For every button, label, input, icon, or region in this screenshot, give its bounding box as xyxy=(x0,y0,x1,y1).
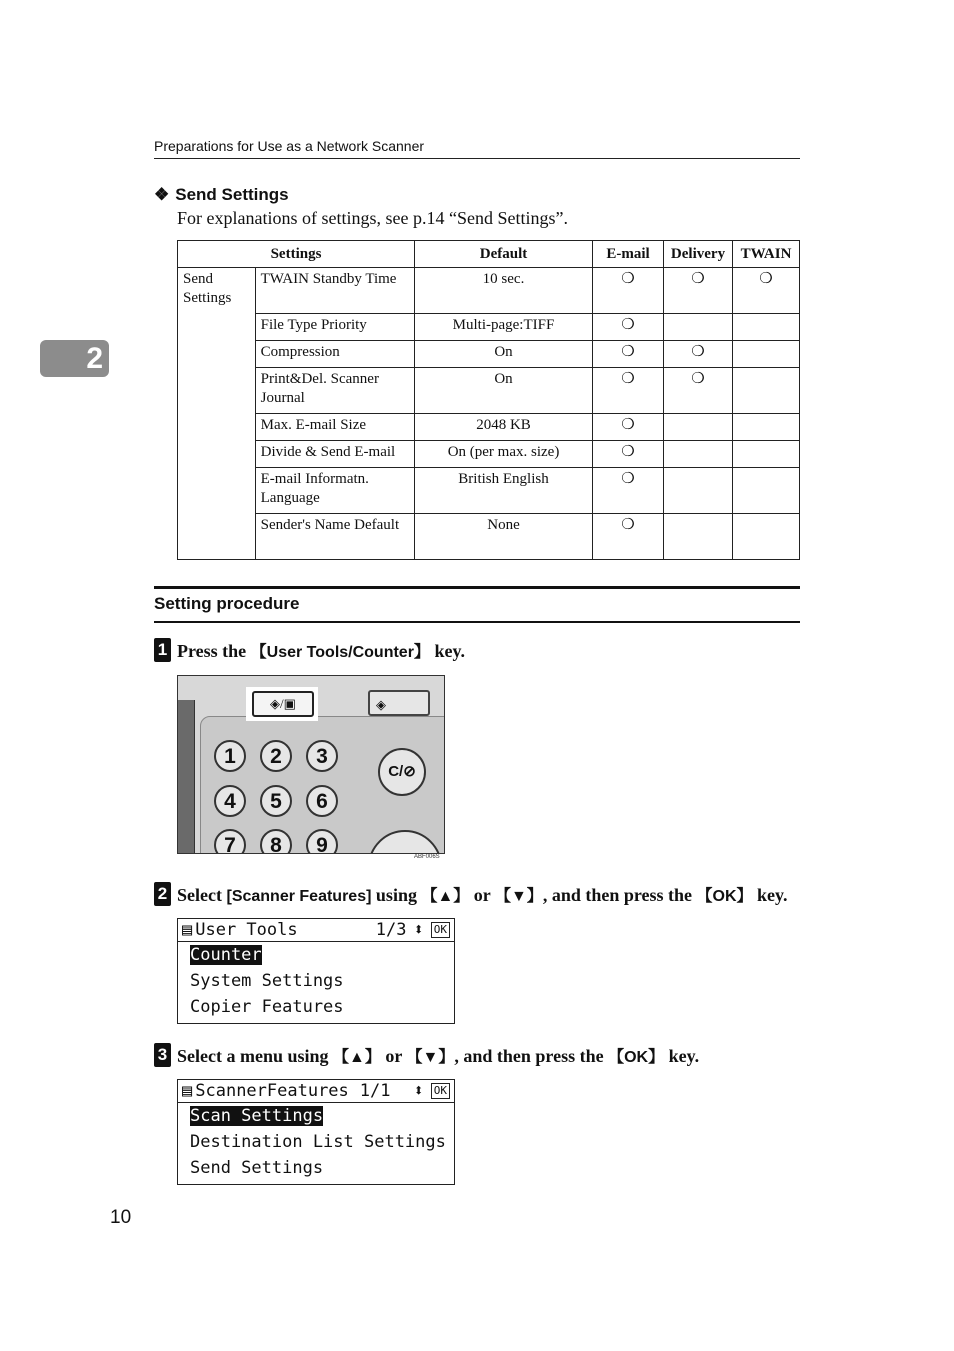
default-cell: On xyxy=(415,368,593,414)
delivery-mark xyxy=(664,514,733,560)
key-up: 【▲】 xyxy=(333,1048,381,1066)
setting-cell: Divide & Send E-mail xyxy=(255,441,414,468)
col-settings: Settings xyxy=(178,241,415,268)
table-header-row xyxy=(178,241,800,268)
email-mark: ❍ xyxy=(593,514,664,560)
delivery-mark: ❍ xyxy=(664,268,733,314)
email-mark: ❍ xyxy=(593,341,664,368)
twain-mark xyxy=(733,341,800,368)
delivery-mark: ❍ xyxy=(664,368,733,414)
default-cell: British English xyxy=(415,468,593,514)
setting-cell: Sender's Name Default xyxy=(255,514,414,560)
email-mark: ❍ xyxy=(593,368,664,414)
menu-icon: ▤ xyxy=(182,920,193,940)
twain-mark xyxy=(733,314,800,341)
step-3 xyxy=(154,1043,699,1067)
setting-cell: Max. E-mail Size xyxy=(255,414,414,441)
ok-icon: OK xyxy=(431,1083,450,1099)
lcd-page: 1/3 xyxy=(375,920,407,940)
lcd-item-selected: Scan Settings xyxy=(190,1106,324,1126)
default-cell: None xyxy=(415,514,593,560)
page-number: 10 xyxy=(110,1207,132,1228)
email-mark: ❍ xyxy=(593,414,664,441)
menu-icon: ▤ xyxy=(182,1081,193,1101)
control-panel-illustration xyxy=(177,675,445,854)
twain-mark xyxy=(733,468,800,514)
table-row xyxy=(178,368,800,414)
lcd-title: User Tools xyxy=(195,920,298,940)
lcd-item: Copier Features xyxy=(190,997,344,1017)
delivery-mark xyxy=(664,414,733,441)
default-cell: 10 sec. xyxy=(415,268,593,314)
step-text: Select [Scanner Features] using 【▲】 or 【▼】, and then press the 【OK】 key. xyxy=(177,884,788,905)
lcd-item: Destination List Settings xyxy=(190,1132,446,1152)
step-text: Press the 【User Tools/Counter】 key. xyxy=(177,640,465,661)
default-cell: Multi-page:TIFF xyxy=(415,314,593,341)
table-row xyxy=(178,268,800,314)
lcd-item: System Settings xyxy=(190,971,344,991)
step-text: Select a menu using 【▲】 or 【▼】, and then press the 【OK】 key. xyxy=(177,1045,700,1066)
number-key-7: 7 xyxy=(214,829,246,854)
user-tools-counter-key: ◈/▣ xyxy=(246,687,318,721)
lcd-page: 1/1 xyxy=(359,1081,391,1101)
step-1 xyxy=(154,638,465,662)
email-mark: ❍ xyxy=(593,268,664,314)
email-mark: ❍ xyxy=(593,468,664,514)
section-title: Send Settings xyxy=(175,185,289,204)
setting-cell: File Type Priority xyxy=(255,314,414,341)
step-number: 2 xyxy=(154,882,171,906)
table-row xyxy=(178,314,800,341)
key-up: 【▲】 xyxy=(421,887,470,905)
key-ok: 【OK】 xyxy=(608,1048,665,1066)
lcd-user-tools xyxy=(177,918,455,1024)
panel-left-edge xyxy=(178,700,195,854)
number-key-6: 6 xyxy=(306,785,338,817)
twain-mark xyxy=(733,368,800,414)
twain-mark: ❍ xyxy=(733,268,800,314)
lcd-title-bar xyxy=(178,1080,454,1103)
delivery-mark: ❍ xyxy=(664,341,733,368)
default-cell: 2048 KB xyxy=(415,414,593,441)
setting-cell: TWAIN Standby Time xyxy=(255,268,414,314)
delivery-mark xyxy=(664,468,733,514)
up-down-arrow-icon: ⬍ xyxy=(413,1081,424,1101)
default-cell: On (per max. size) xyxy=(415,441,593,468)
diamond-bullet-icon: ❖ xyxy=(154,185,170,204)
key-down: 【▼】 xyxy=(406,1048,455,1066)
panel-function-key: ◈ xyxy=(368,690,430,716)
settings-table xyxy=(177,240,800,560)
table-row xyxy=(178,441,800,468)
procedure-rule-bottom xyxy=(154,621,800,623)
key-ok: 【OK】 xyxy=(696,887,753,905)
number-key-4: 4 xyxy=(214,785,246,817)
setting-cell: Compression xyxy=(255,341,414,368)
delivery-mark xyxy=(664,441,733,468)
clear-stop-key: C/⊘ xyxy=(378,748,426,796)
col-email: E-mail xyxy=(593,241,664,268)
default-cell: On xyxy=(415,341,593,368)
number-key-8: 8 xyxy=(260,829,292,854)
key-down: 【▼】 xyxy=(494,887,543,905)
table-row xyxy=(178,514,800,560)
step-number: 3 xyxy=(154,1043,171,1067)
lcd-scanner-features xyxy=(177,1079,455,1185)
twain-mark xyxy=(733,441,800,468)
table-row xyxy=(178,468,800,514)
lcd-title-bar xyxy=(178,919,454,942)
lcd-title: ScannerFeatures xyxy=(195,1081,349,1101)
number-key-1: 1 xyxy=(214,740,246,772)
header-rule xyxy=(154,158,800,159)
procedure-rule-top xyxy=(154,586,800,589)
number-key-3: 3 xyxy=(306,740,338,772)
menu-scanner-features: [Scanner Features] xyxy=(226,887,372,905)
lcd-item: Send Settings xyxy=(190,1158,324,1178)
step-2 xyxy=(154,882,788,906)
number-key-5: 5 xyxy=(260,785,292,817)
twain-mark xyxy=(733,414,800,441)
running-header: Preparations for Use as a Network Scanner xyxy=(154,138,425,154)
section-intro: For explanations of settings, see p.14 “Send Settings”. xyxy=(177,208,568,228)
group-cell: Send Settings xyxy=(178,268,256,560)
up-down-arrow-icon: ⬍ xyxy=(413,920,424,940)
delivery-mark xyxy=(664,314,733,341)
procedure-heading: Setting procedure xyxy=(154,594,300,613)
email-mark: ❍ xyxy=(593,314,664,341)
email-mark: ❍ xyxy=(593,441,664,468)
number-key-2: 2 xyxy=(260,740,292,772)
col-delivery: Delivery xyxy=(664,241,733,268)
col-default: Default xyxy=(415,241,593,268)
chapter-tab: 2 xyxy=(40,340,109,377)
col-twain: TWAIN xyxy=(733,241,800,268)
section-heading xyxy=(154,185,289,205)
setting-cell: Print&Del. Scanner Journal xyxy=(255,368,414,414)
table-row xyxy=(178,414,800,441)
setting-cell: E-mail Informatn. Language xyxy=(255,468,414,514)
step-number: 1 xyxy=(154,638,171,662)
table-row xyxy=(178,341,800,368)
number-key-9: 9 xyxy=(306,829,338,854)
key-user-tools-counter: 【User Tools/Counter】 xyxy=(250,643,430,661)
illustration-code: ABF006S xyxy=(414,854,440,860)
twain-mark xyxy=(733,514,800,560)
ok-icon: OK xyxy=(431,922,450,938)
lcd-item-selected: Counter xyxy=(190,945,262,965)
